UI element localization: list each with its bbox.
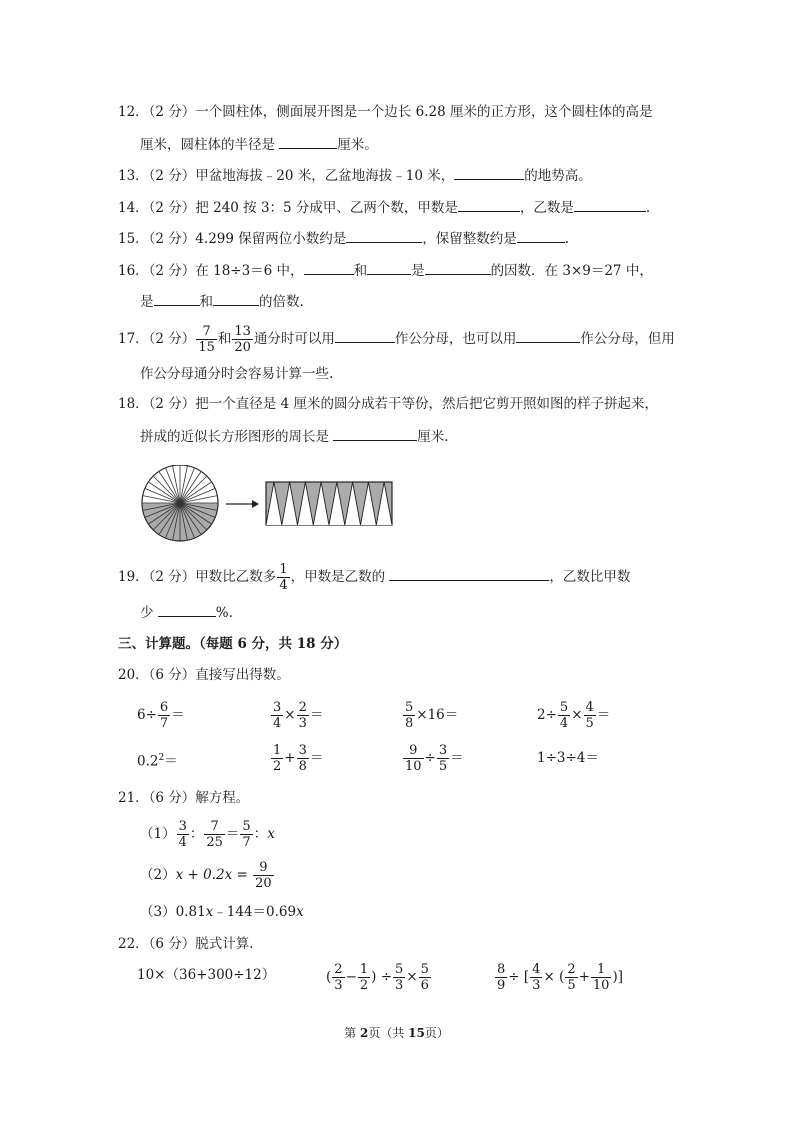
fraction: $\frac{1}{2}$ [359,962,369,993]
answer-blank[interactable] [517,228,565,243]
q21-equation-2: （2）x + 0.2x = $\frac{9}{20}$ [140,860,272,891]
answer-blank[interactable] [279,134,337,149]
fraction: $\frac{3}{5}$ [438,743,448,774]
q18-line2: 拼成的近似长方形图形的周长是 厘米. [140,426,449,447]
fraction: $\frac{5}{6}$ [420,962,429,993]
fraction: $\frac{13}{20}$ [234,324,251,355]
fraction: $\frac{5}{7}$ [242,819,251,850]
circle-sector-line [153,476,180,503]
fraction: $\frac{7}{15}$ [198,324,215,355]
fraction: $\frac{4}{5}$ [585,700,594,731]
q20-item-3: $\frac{5}{8}$ ×16＝ [405,700,459,731]
page-footer: 第 2页（共 15页） [344,1026,449,1040]
answer-blank[interactable] [346,228,422,243]
answer-blank[interactable] [213,291,259,306]
fraction: $\frac{5}{4}$ [559,700,569,731]
circle-sector-line [180,476,207,503]
fraction: $\frac{9}{20}$ [255,860,272,891]
q19-line2: 少 %. [140,602,233,623]
q18-line1: 18．（2 分）把一个直径是 4 厘米的圆分成若干等份，然后把它剪开照如图的样子拼起来， [118,396,658,412]
q16-line2: 是 和 的倍数. [140,291,304,312]
answer-blank[interactable] [389,566,549,581]
answer-blank[interactable] [425,260,491,275]
fraction: $\frac{5}{8}$ [405,700,414,731]
q20-item-4: 2÷ $\frac{5}{4}$ × $\frac{4}{5}$ ＝ [537,700,611,731]
fraction: $\frac{1}{4}$ [279,562,288,593]
answer-blank[interactable] [367,260,411,275]
fraction: $\frac{3}{8}$ [298,743,307,774]
q17-line2: 作公分母通分时会容易计算一些. [140,366,334,382]
answer-blank[interactable] [154,291,200,306]
fraction: $\frac{3}{4}$ [273,700,282,731]
circle-to-rectangle-figure [138,465,398,547]
answer-blank[interactable] [335,328,395,343]
section-heading: 三、计算题。（每题 6 分，共 18 分） [118,636,348,652]
q16-line1: 16．（2 分）在 18÷3＝6 中， 和 是 的因数．在 3×9＝27 中， [118,260,653,281]
fraction: $\frac{2}{5}$ [567,962,576,993]
q19-line1: 19．（2 分）甲数比乙数多 $\frac{1}{4}$ ，甲数是乙数的 ，乙数比甲数 [118,562,631,593]
q17-line1: 17．（2 分） $\frac{7}{15}$ 和 $\frac{13}{20}$ 通分时可以用 作公分母，也可以用 作公分母，但用 [118,324,675,355]
q21-equation-3: （3）0.81x﹣144＝0.69x [140,904,304,920]
q20-item-2: $\frac{3}{4}$ × $\frac{2}{3}$ ＝ [273,700,324,731]
fraction: $\frac{4}{3}$ [532,962,541,993]
q21-equation-1: （1） $\frac{3}{4}$ ： $\frac{7}{25}$ ＝ $\frac{5}{7}$ ：x [140,819,275,850]
fraction: $\frac{2}{3}$ [298,700,307,731]
answer-blank[interactable] [458,197,520,212]
fraction: $\frac{2}{3}$ [334,962,343,993]
q22-expression-1: 10×（36+300÷12） [137,967,276,983]
q21-title: 21．（6 分）解方程。 [118,790,250,806]
q14: 14．（2 分）把 240 按 3：5 分成甲、乙两个数，甲数是 ，乙数是 . [118,197,650,218]
fraction: $\frac{8}{9}$ [497,962,506,993]
q20-item-8: 1÷3÷4＝ [537,750,599,766]
q12-line1: 12．（2 分）一个圆柱体，侧面展开图是一个边长 6.28 厘米的正方形，这个圆柱体的高是 [118,104,653,120]
answer-blank[interactable] [333,426,417,441]
answer-blank[interactable] [516,328,580,343]
divided-circle [142,465,218,541]
answer-blank[interactable] [304,260,354,275]
q13: 13．（2 分）甲盆地海拔﹣20 米，乙盆地海拔﹣10 米， 的地势高。 [118,165,592,186]
answer-blank[interactable] [454,165,524,180]
q20-item-5: $0.2^2=$ [137,753,178,770]
q20-item-6: $\frac{1}{2}$ + $\frac{3}{8}$ ＝ [273,743,324,774]
q20-item-7: $\frac{9}{10}$ ÷ $\frac{3}{5}$ ＝ [405,743,464,774]
fraction: $\frac{7}{25}$ [206,819,223,850]
q20-item-1: 6÷ $\frac{6}{7}$ ＝ [137,700,185,731]
q15: 15．（2 分）4.299 保留两位小数约是 ，保留整数约是 . [118,228,569,249]
fraction: $\frac{1}{10}$ [592,962,610,993]
arrow-icon [226,500,259,508]
approximate-rectangle [266,482,392,525]
q22-expression-2: ( $\frac{2}{3}$ − $\frac{1}{2}$ ) ÷ $\frac{5}{3}$ × $\frac{5}{6}$ [326,962,429,993]
q22-expression-3: $\frac{8}{9}$ ÷ [ $\frac{4}{3}$ × ( $\frac{2}{5}$ + $\frac{1}{10}$ )] [497,962,623,993]
fraction: $\frac{6}{7}$ [159,700,169,731]
fraction: $\frac{9}{10}$ [405,743,422,774]
q20-title: 20．（6 分）直接写出得数。 [118,667,290,683]
answer-blank[interactable] [574,197,646,212]
answer-blank[interactable] [158,602,216,617]
fraction: $\frac{3}{4}$ [178,819,187,850]
fraction: $\frac{5}{3}$ [395,962,404,993]
fraction: $\frac{1}{2}$ [273,743,282,774]
q22-title: 22．（6 分）脱式计算. [118,936,254,952]
q12-line2: 厘米，圆柱体的半径是 厘米。 [140,134,378,155]
